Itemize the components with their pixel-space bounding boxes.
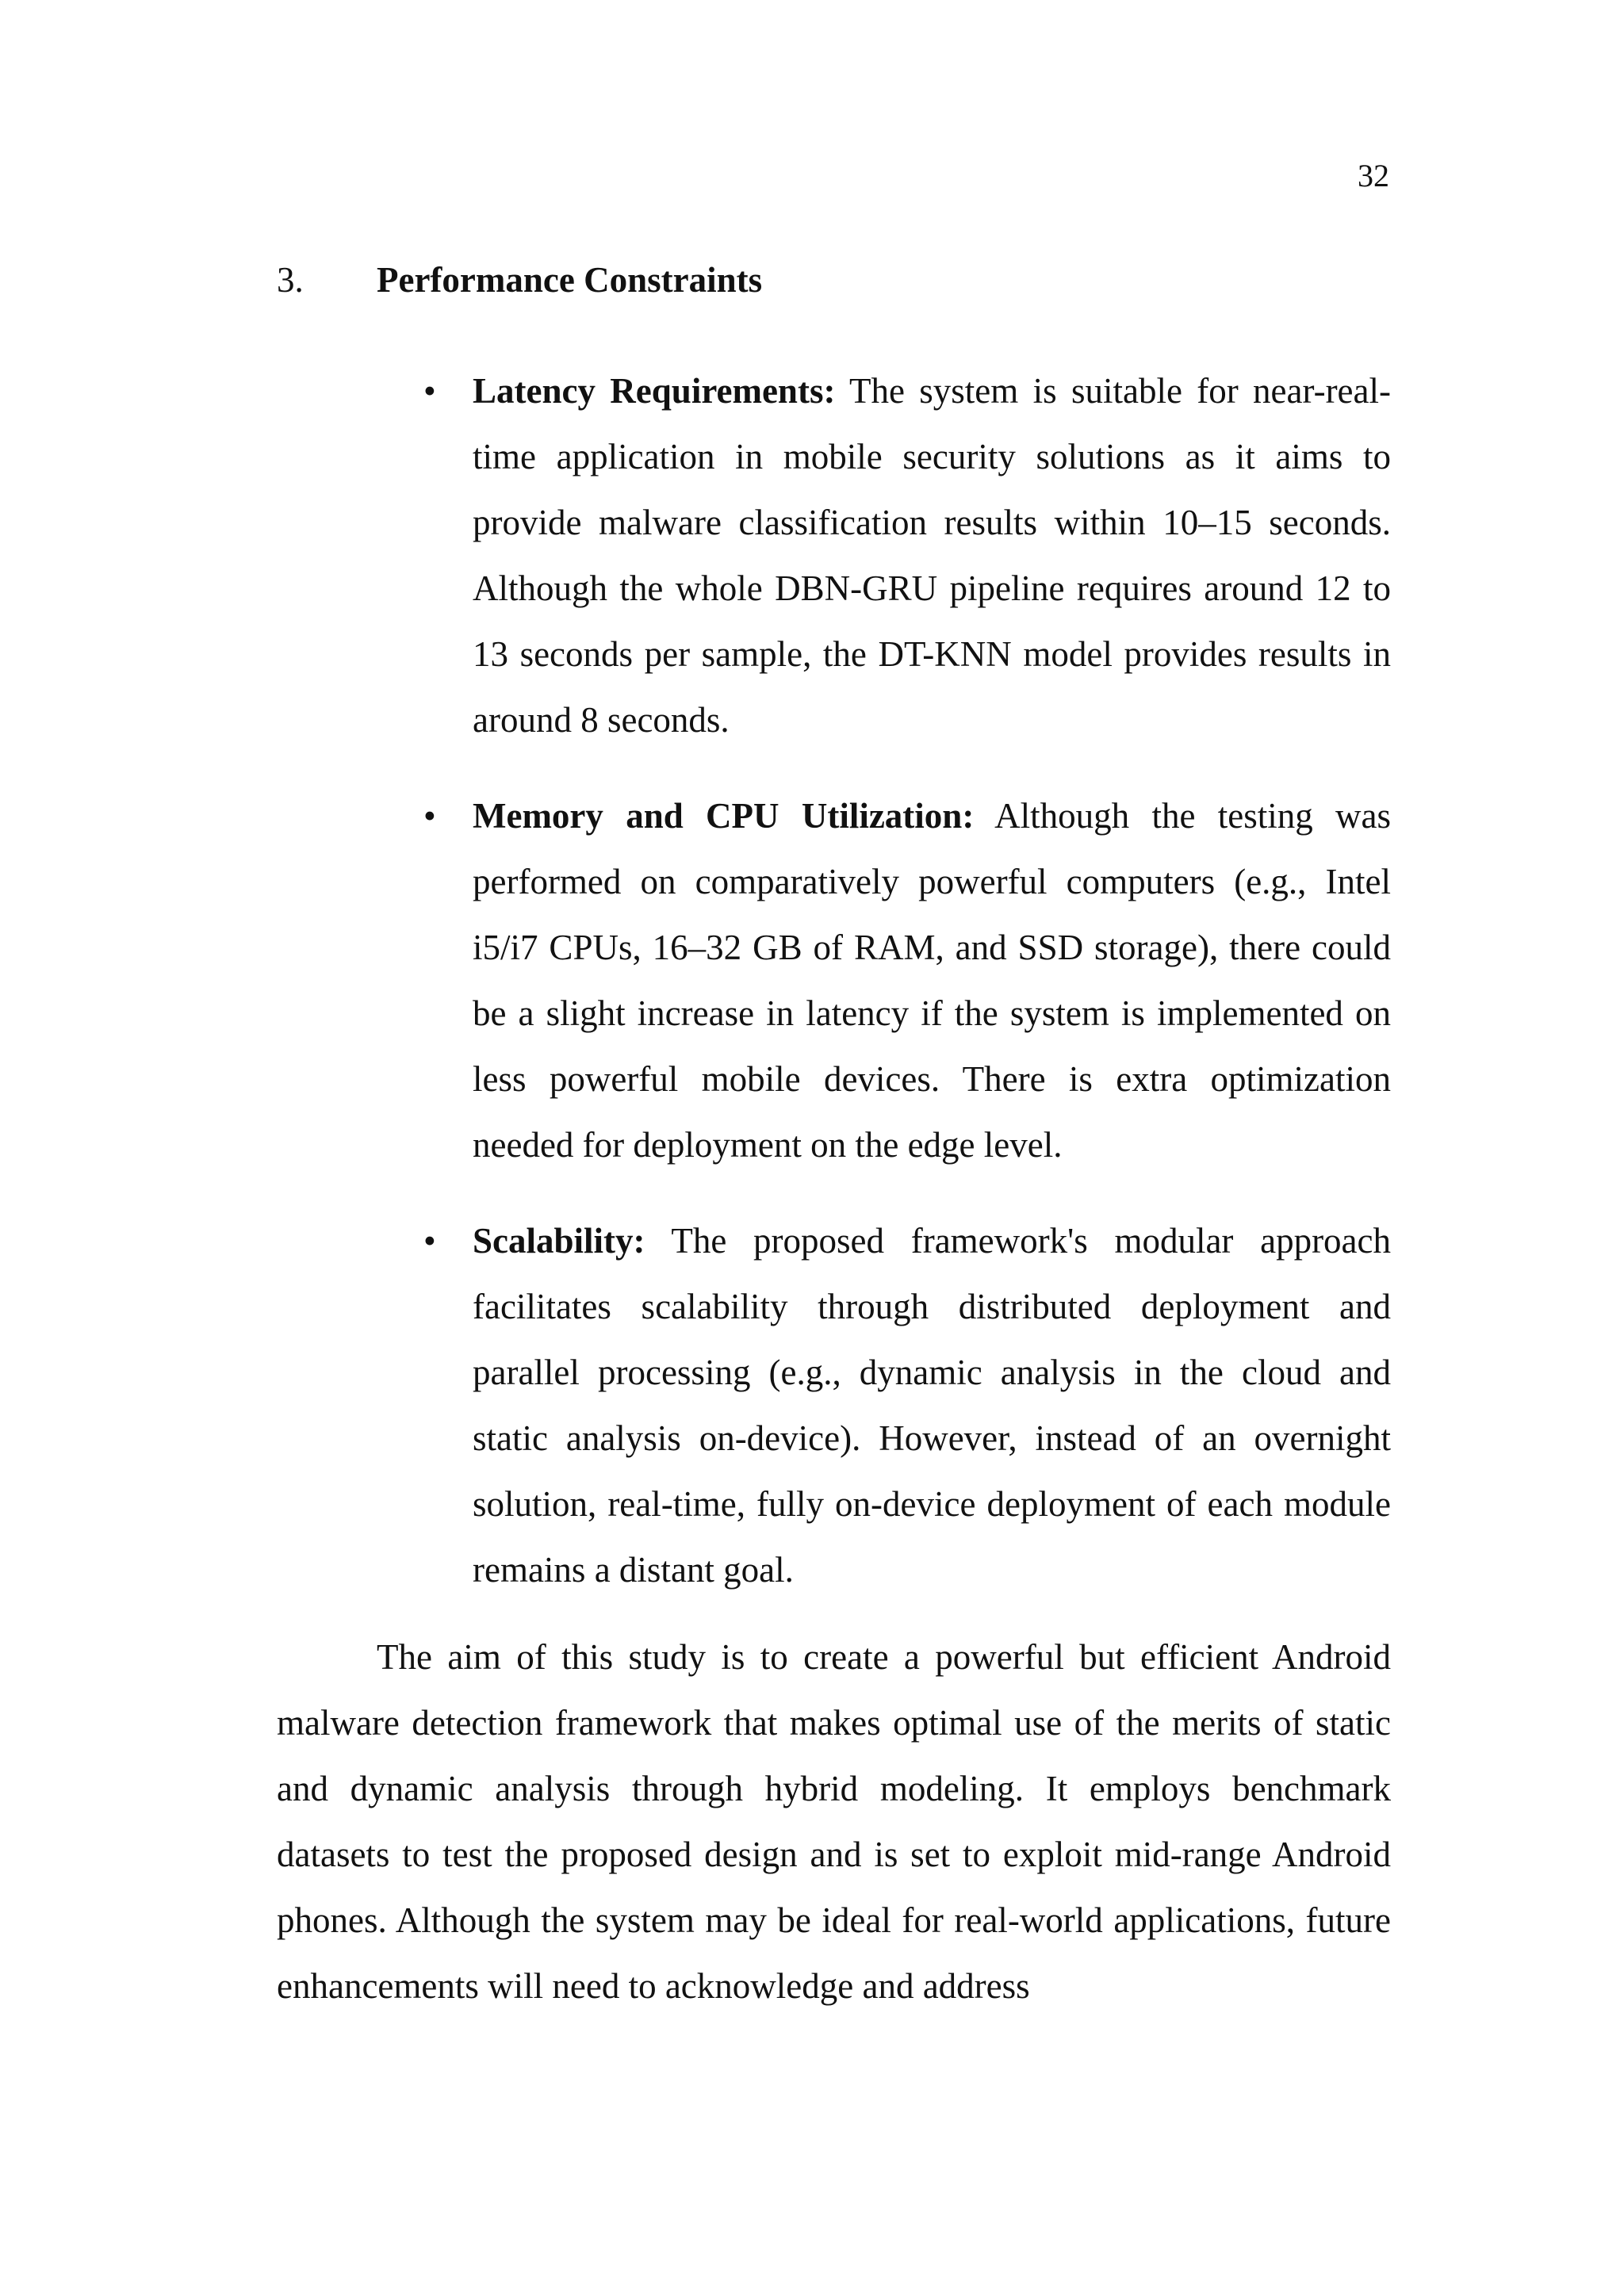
bullet-icon: • [423,796,436,836]
bullet-icon: • [423,1221,436,1261]
list-item-scalability [423,1208,1392,1603]
section-number: 3. [277,260,304,300]
section-title: Performance Constraints [377,260,763,300]
list-item-memory-cpu [423,783,1391,1178]
body-paragraph: The aim of this study is to create a powerful but efficient Android malware detection framework that makes optimal use of the merits of static and dynamic analysis through hybrid modeling. It employs benchmark datasets to test the proposed design and is set to exploit mid-range Android phones. Although the system may be ideal for real-world applications, future enhancements will need to acknowledge and address [277,1637,1391,2006]
page-number: 32 [1358,158,1389,193]
bullet-label: Scalability: [473,1221,645,1261]
bullet-icon: • [423,371,436,411]
constraints-list [423,358,1392,1633]
bullet-text: Although the testing was performed on comparatively powerful computers (e.g., Intel i5/i7 CPUs, 16–32 GB of RAM, and SSD storage), there could be a slight increase in latency if the system is implemented on less powerful mobile devices. There is extra optimization needed for deployment on the edge level. [473,796,1391,1165]
bullet-label: Memory and CPU Utilization: [473,796,975,836]
bullet-text: The proposed framework's modular approach facilitates scalability through distributed deployment and parallel processing (e.g., dynamic analysis in the cloud and static analysis on-device). However, instead of an overnight solution, real-time, fully on-device deployment of each module remains a distant goal. [473,1221,1392,1590]
section-heading [277,258,762,301]
list-item-latency [423,358,1391,753]
bullet-label: Latency Requirements: [473,371,836,411]
bullet-text: The system is suitable for near-real-time application in mobile security solutions as it aims to provide malware classification results within 10–15 seconds. Although the whole DBN-GRU pipeline requires around 12 to 13 seconds per sample, the DT-KNN model provides results in around 8 seconds. [473,371,1391,740]
